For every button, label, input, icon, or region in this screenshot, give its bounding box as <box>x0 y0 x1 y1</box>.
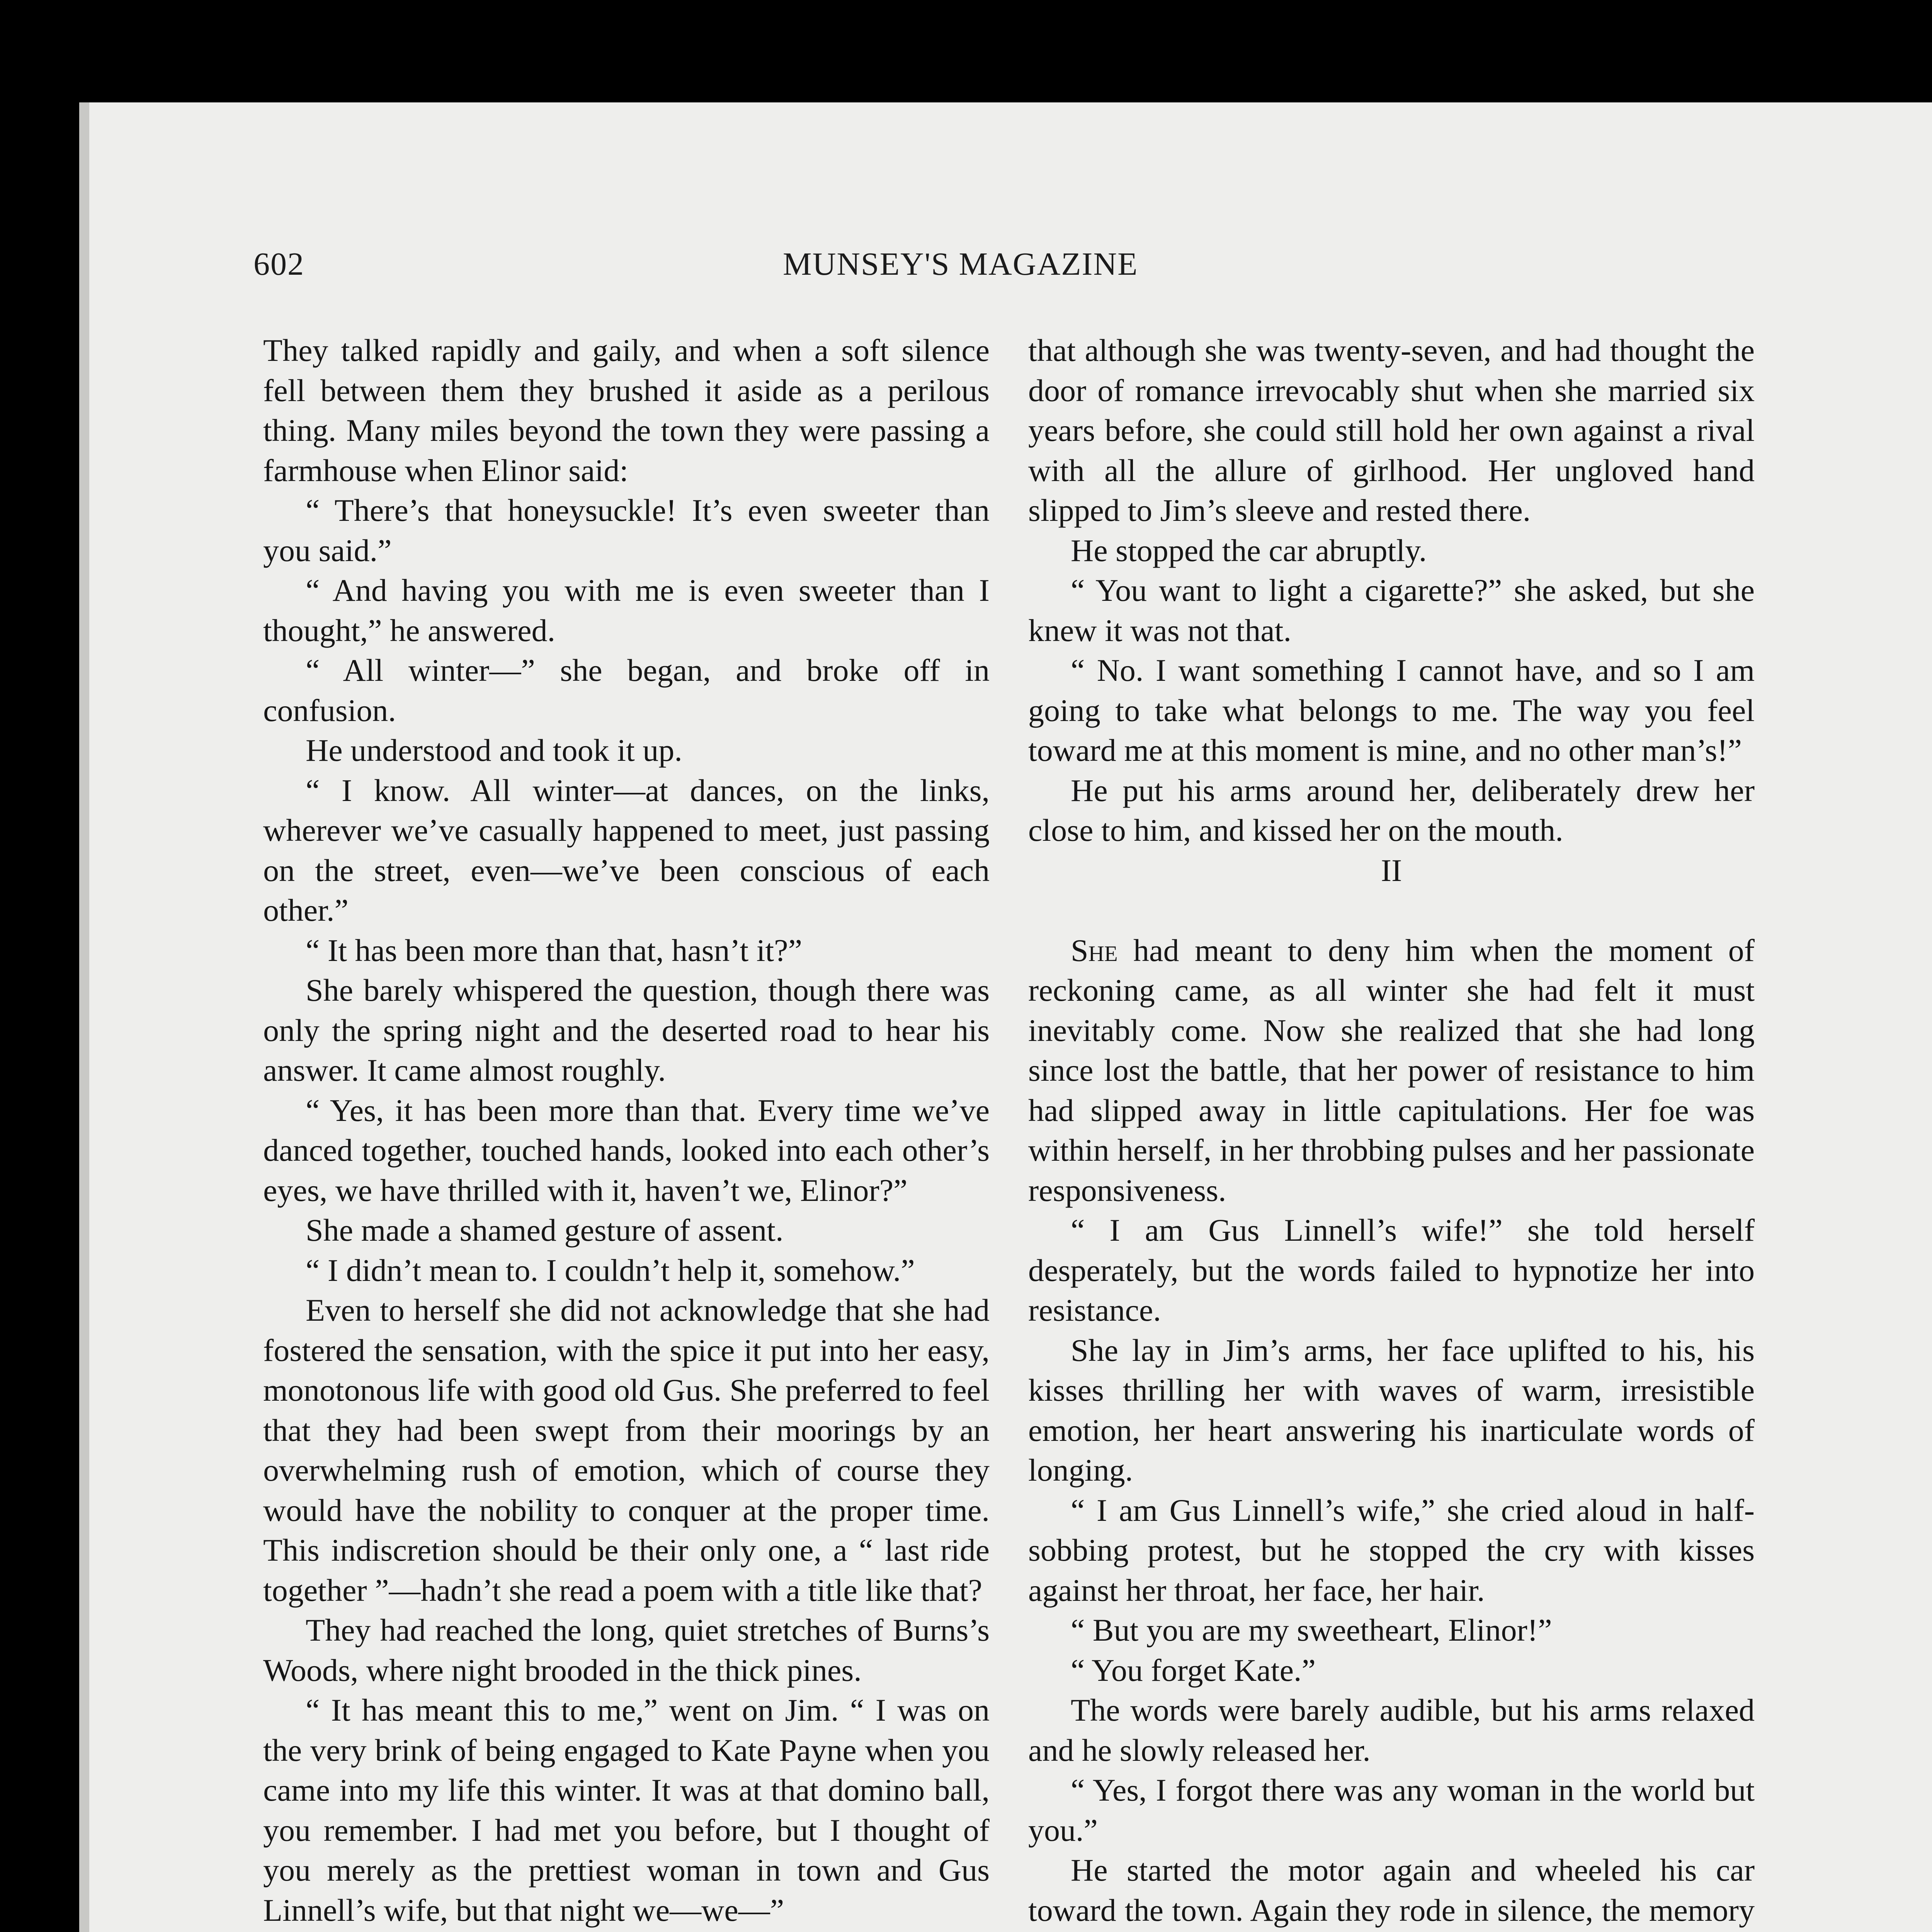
paragraph <box>263 1930 990 1932</box>
paragraph: They talked rapidly and gaily, and when a soft silence fell between them they brushed it aside as a perilous thing. Many miles beyond the town they were passing a farmhouse when Elinor said: <box>263 333 990 488</box>
paragraph: “ It has been more than that, hasn’t it?” <box>306 932 802 968</box>
paragraph: He started the motor again and wheeled his car toward the town. Again they rode in silence, the memory <box>1028 1852 1755 1928</box>
paragraph: She lay in Jim’s arms, her face uplifted to his, his kisses thrilling her with waves of warm, irresistible emotion, her heart answering his inarticulate words of longing. <box>1028 1332 1755 1488</box>
paragraph: “ Yes, I forgot there was any woman in the world but you.” <box>1028 1772 1755 1848</box>
paragraph: “ Yes, it has been more than that. Every time we’ve danced together, touched hands, looked into each other’s eyes, we have thrilled with it, haven’t we, Elinor?” <box>263 1092 990 1208</box>
section-opening-paragraph <box>1028 930 1755 1211</box>
paragraph: “ You want to light a cigarette?” she asked, but she knew it was not that. <box>1028 573 1755 648</box>
running-title: MUNSEY'S MAGAZINE <box>783 246 1138 282</box>
section-heading: II <box>1381 852 1402 888</box>
paragraph: She made a shamed gesture of assent. <box>306 1213 784 1248</box>
paragraph: He stopped the car abruptly. <box>1071 532 1427 568</box>
paragraph: He understood and took it up. <box>306 733 682 768</box>
paragraph: “ You forget Kate.” <box>1071 1652 1316 1688</box>
right-column <box>1028 330 1755 1932</box>
paragraph: “ I didn’t mean to. I couldn’t help it, somehow.” <box>306 1252 915 1288</box>
paragraph: “ I know. All winter—at dances, on the links, wherever we’ve casually happened to meet, just passing on the street, even—we’ve been conscious of each other.” <box>263 772 990 928</box>
paragraph: He put his arms around her, deliberately drew her close to him, and kissed her on the mouth. <box>1028 772 1755 848</box>
paragraph: “ It has meant this to me,” went on Jim. “ I was on the very brink of being engaged to Kate Payne when you came into my life this winter. It was at that domino ball, you remember. I had met you before, but I thought of you merely as the prettiest woman in town and Gus Linnell’s wife, but that night we—we—” <box>263 1692 990 1928</box>
section-lead-word: She <box>1071 932 1118 968</box>
paragraph: “ All winter—” she began, and broke off in confusion. <box>263 653 990 728</box>
paragraph: that although she was twenty-seven, and had thought the door of romance irrevocably shut when she married six years before, she could still hold her own against a rival with all the allure of girlhood. Her ungloved hand slipped to Jim’s sleeve and rested there. <box>1028 333 1755 528</box>
paragraph: “ No. I want something I cannot have, and so I am going to take what belongs to me. The way you feel toward me at this moment is mine, and no other man’s!” <box>1028 653 1755 768</box>
paragraph: The words were barely audible, but his arms relaxed and he slowly released her. <box>1028 1692 1755 1768</box>
paragraph: “ But you are my sweetheart, Elinor!” <box>1071 1612 1552 1648</box>
paragraph: “ And having you with me is even sweeter than I thought,” he answered. <box>263 573 990 648</box>
paragraph: Even to herself she did not acknowledge that she had fostered the sensation, with the spice it put into her easy, monotonous life with good old Gus. She preferred to feel that they had been swept from their moorings by an overwhelming rush of emotion, which of course they would have the nobility to conquer at the proper time. This indiscretion should be their only one, a “ last ride together ”—hadn’t she read a poem with a title like that? <box>263 1293 990 1608</box>
paragraph: “ I am Gus Linnell’s wife,” she cried aloud in half-sobbing protest, but he stopped the cry with kisses against her throat, her face, her hair. <box>1028 1492 1755 1608</box>
left-column <box>263 330 990 1932</box>
paragraph: She barely whispered the question, though there was only the spring night and the deserted road to hear his answer. It came almost roughly. <box>263 973 990 1088</box>
section-opening-text: had meant to deny him when the moment of reckoning came, as all winter she had felt it must inevitably come. Now she realized that she had long since lost the battle, that her power of resistance to him had slipped away in little capitulations. Her foe was within herself, in her throbbing pulses and her passionate responsiveness. <box>1028 932 1755 1208</box>
paragraph: “ I am Gus Linnell’s wife!” she told herself desperately, but the words failed to hypnotize her into resistance. <box>1028 1213 1755 1328</box>
paragraph: “ There’s that honeysuckle! It’s even sweeter than you said.” <box>263 493 990 568</box>
paragraph: They had reached the long, quiet stretches of Burns’s Woods, where night brooded in the thick pines. <box>263 1612 990 1688</box>
page-number: 602 <box>253 246 304 282</box>
page-header <box>89 245 1932 288</box>
magazine-page <box>79 102 1932 1932</box>
